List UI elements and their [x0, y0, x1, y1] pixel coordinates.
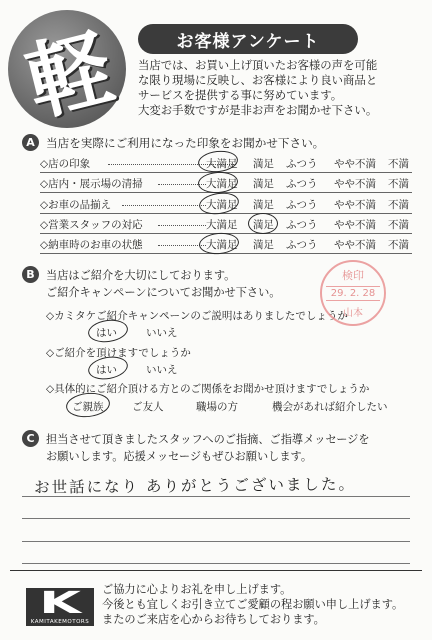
section-b-title: ご紹介キャンペーンについてお聞かせ下さい。 [46, 286, 281, 299]
option-satisfied[interactable]: 満足 [253, 199, 274, 211]
comment-line [22, 518, 410, 519]
intro-line: な限り現場に反映し、お客様により良い商品と [138, 73, 378, 87]
option-satisfied[interactable]: 満足 [253, 178, 274, 190]
row-divider [40, 253, 412, 254]
question-relationship: ◇具体的にご紹介頂ける方とのご関係をお聞かせ頂けますでしょうか [46, 383, 370, 395]
comment-line [22, 563, 410, 564]
option-dissatisfied[interactable]: 不満 [388, 219, 409, 231]
rating-item-label: ◇営業スタッフの対応 [40, 219, 143, 231]
option-satisfied[interactable]: 満足 [253, 239, 274, 251]
option-very-satisfied[interactable]: 大満足 [206, 178, 238, 190]
footer-line: またのご来店を心からお待ちしております。 [102, 613, 325, 626]
stamp-label: 検印 [342, 269, 364, 282]
rating-item-label: ◇お車の品揃え [40, 199, 112, 211]
answer-no[interactable]: いいえ [146, 364, 178, 376]
option-neutral[interactable]: ふつう [286, 178, 318, 190]
footer-line: ご協力に心よりお礼を申し上げます。 [102, 583, 292, 596]
stamp-date: 29. 2. 28 [326, 286, 380, 301]
choice-relatives[interactable]: ご親族 [72, 401, 104, 413]
row-divider [40, 213, 412, 214]
option-neutral[interactable]: ふつう [286, 219, 318, 231]
option-satisfied[interactable]: 満足 [253, 219, 274, 231]
choice-coworkers[interactable]: 職場の方 [196, 401, 238, 413]
option-very-satisfied[interactable]: 大満足 [206, 199, 238, 211]
answer-no[interactable]: いいえ [146, 327, 178, 339]
rating-item-label: ◇納車時のお車の状態 [40, 239, 143, 251]
choice-friends[interactable]: ご友人 [132, 401, 164, 413]
footer-divider [10, 570, 422, 571]
section-b-title: 当店はご紹介を大切にしております。 [46, 269, 236, 282]
stamp-name: 山本 [343, 308, 363, 319]
option-somewhat-dissatisfied[interactable]: やや不満 [334, 219, 376, 231]
section-c-badge: C [22, 430, 39, 447]
answer-yes[interactable]: はい [96, 364, 117, 376]
intro-line: 当店では、お買い上げ頂いたお客様の声を可能 [138, 58, 378, 72]
section-c-title: 担当させて頂きましたスタッフへのご指摘、ご指導メッセージを [46, 433, 370, 446]
option-very-satisfied[interactable]: 大満足 [206, 219, 238, 231]
section-a-title: 当店を実際にご利用になった印象をお聞かせ下さい。 [46, 136, 325, 150]
option-dissatisfied[interactable]: 不満 [388, 239, 409, 251]
question-can-refer: ◇ご紹介を頂けますでしょうか [46, 347, 191, 359]
section-a-badge: A [22, 134, 39, 151]
comment-line [22, 541, 410, 542]
rating-row-staff [40, 215, 412, 233]
footer-line: 今後とも宜しくお引き立てご愛顧の程お願い申し上げます。 [102, 598, 404, 611]
question-campaign-explained: ◇カミタケご紹介キャンペーンのご説明はありましたでしょうか [46, 310, 348, 322]
leader-dots [122, 205, 206, 206]
option-neutral[interactable]: ふつう [286, 239, 318, 251]
brand-logo-char: 軽 [16, 16, 121, 133]
choice-if-opportunity[interactable]: 機会があれば紹介したい [272, 401, 388, 413]
rating-item-label: ◇店内・展示場の清掃 [40, 178, 143, 190]
option-somewhat-dissatisfied[interactable]: やや不満 [334, 158, 376, 170]
leader-dots [158, 225, 206, 226]
company-logo [26, 588, 94, 626]
option-neutral[interactable]: ふつう [286, 199, 318, 211]
inspection-stamp [320, 260, 386, 326]
intro-line: サービスを提供する事に努めています。 [138, 88, 343, 102]
option-somewhat-dissatisfied[interactable]: やや不満 [334, 178, 376, 190]
section-c-title: お願いします。応援メッセージもぜひお願いします。 [46, 450, 313, 463]
option-satisfied[interactable]: 満足 [253, 158, 274, 170]
option-somewhat-dissatisfied[interactable]: やや不満 [334, 199, 376, 211]
intro-line: 大変お手数ですが是非お声をお聞かせ下さい。 [138, 103, 378, 117]
option-neutral[interactable]: ふつう [286, 158, 318, 170]
rating-item-label: ◇店の印象 [40, 158, 91, 170]
company-logo-name: KAMITAKEMOTORS [30, 619, 90, 625]
option-dissatisfied[interactable]: 不満 [388, 158, 409, 170]
handwritten-comment[interactable]: お世話になり ありがとうございました。 [33, 475, 357, 497]
intro-text [138, 58, 423, 118]
section-b-badge: B [22, 266, 39, 283]
option-very-satisfied[interactable]: 大満足 [206, 239, 238, 251]
handwritten-circle-mark [248, 213, 278, 234]
footer-text [102, 582, 403, 627]
option-dissatisfied[interactable]: 不満 [388, 199, 409, 211]
answer-yes[interactable]: はい [96, 327, 117, 339]
option-dissatisfied[interactable]: 不満 [388, 178, 409, 190]
company-logo-letter: K [39, 586, 81, 621]
option-somewhat-dissatisfied[interactable]: やや不満 [334, 239, 376, 251]
option-very-satisfied[interactable]: 大満足 [206, 158, 238, 170]
page-title: お客様アンケート [138, 24, 358, 54]
